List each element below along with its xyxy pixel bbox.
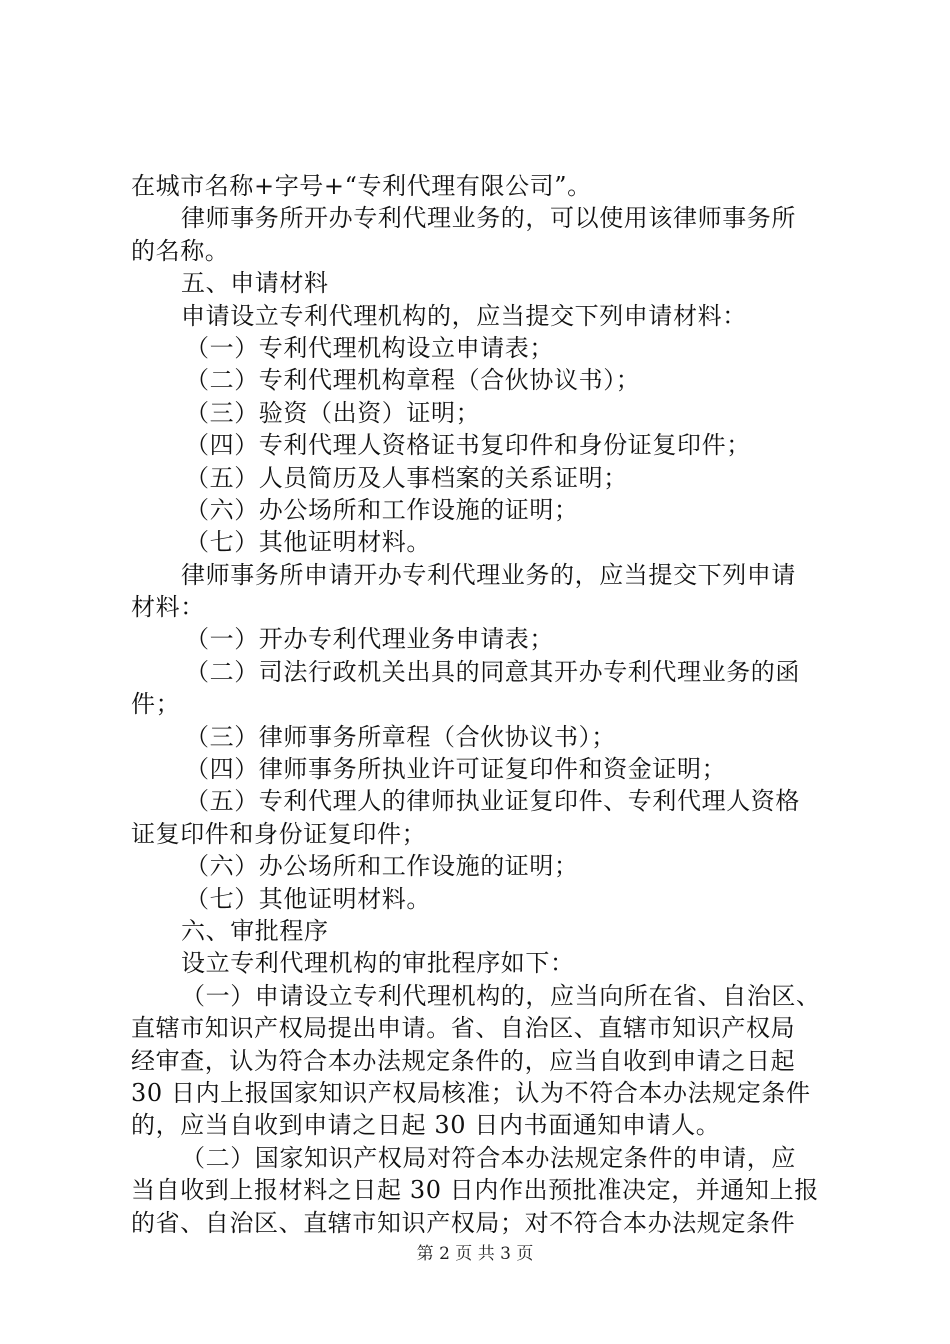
document-body bbox=[131, 170, 831, 1239]
text-line: 材料： bbox=[131, 593, 205, 622]
list-item: （二）国家知识产权局对符合本办法规定条件的申请，应 bbox=[181, 1143, 796, 1172]
list-item: （五）专利代理人的律师执业证复印件、专利代理人资格 bbox=[185, 787, 800, 816]
list-item: （七）其他证明材料。 bbox=[185, 884, 431, 913]
text-line: 律师事务所开办专利代理业务的，可以使用该律师事务所 bbox=[181, 204, 796, 233]
text-line: 律师事务所申请开办专利代理业务的，应当提交下列申请 bbox=[181, 560, 796, 589]
list-item: （二）司法行政机关出具的同意其开办专利代理业务的函 bbox=[185, 657, 800, 686]
text-line: 申请设立专利代理机构的，应当提交下列申请材料： bbox=[181, 301, 747, 330]
section-heading-application-materials: 五、申请材料 bbox=[181, 269, 329, 298]
list-item: （一）开办专利代理业务申请表； bbox=[185, 625, 554, 654]
text-line: 的省、自治区、直辖市知识产权局；对不符合本办法规定条件 bbox=[131, 1208, 796, 1237]
list-item: （六）办公场所和工作设施的证明； bbox=[185, 852, 579, 881]
page-number-footer: 第 2 页 共 3 页 bbox=[416, 1244, 534, 1264]
text-line: 的，应当自收到申请之日起 30 日内书面通知申请人。 bbox=[131, 1111, 721, 1140]
list-item: （一）申请设立专利代理机构的，应当向所在省、自治区、 bbox=[181, 981, 821, 1010]
text-line: 设立专利代理机构的审批程序如下： bbox=[181, 949, 575, 978]
text-line: 件； bbox=[131, 690, 181, 719]
list-item: （四）专利代理人资格证书复印件和身份证复印件； bbox=[185, 431, 751, 460]
section-heading-approval-procedure: 六、审批程序 bbox=[181, 916, 329, 945]
text-line: 30 日内上报国家知识产权局核准；认为不符合本办法规定条件 bbox=[131, 1078, 811, 1107]
list-item: （五）人员简历及人事档案的关系证明； bbox=[185, 463, 628, 492]
list-item: （一）专利代理机构设立申请表； bbox=[185, 333, 554, 362]
list-item: （二）专利代理机构章程（合伙协议书）； bbox=[185, 366, 641, 395]
list-item: （三）律师事务所章程（合伙协议书）； bbox=[185, 722, 616, 751]
text-line: 的名称。 bbox=[131, 236, 230, 265]
list-item: （七）其他证明材料。 bbox=[185, 528, 431, 557]
text-line: 在城市名称+字号+“专利代理有限公司”。 bbox=[131, 172, 592, 200]
text-line: 证复印件和身份证复印件； bbox=[131, 819, 427, 848]
text-line: 直辖市知识产权局提出申请。省、自治区、直辖市知识产权局 bbox=[131, 1014, 796, 1043]
list-item: （三）验资（出资）证明； bbox=[185, 398, 481, 427]
list-item: （六）办公场所和工作设施的证明； bbox=[185, 495, 579, 524]
list-item: （四）律师事务所执业许可证复印件和资金证明； bbox=[185, 755, 727, 784]
text-line: 当自收到上报材料之日起 30 日内作出预批准决定，并通知上报 bbox=[131, 1176, 819, 1205]
text-line: 经审查，认为符合本办法规定条件的，应当自收到申请之日起 bbox=[131, 1046, 796, 1075]
